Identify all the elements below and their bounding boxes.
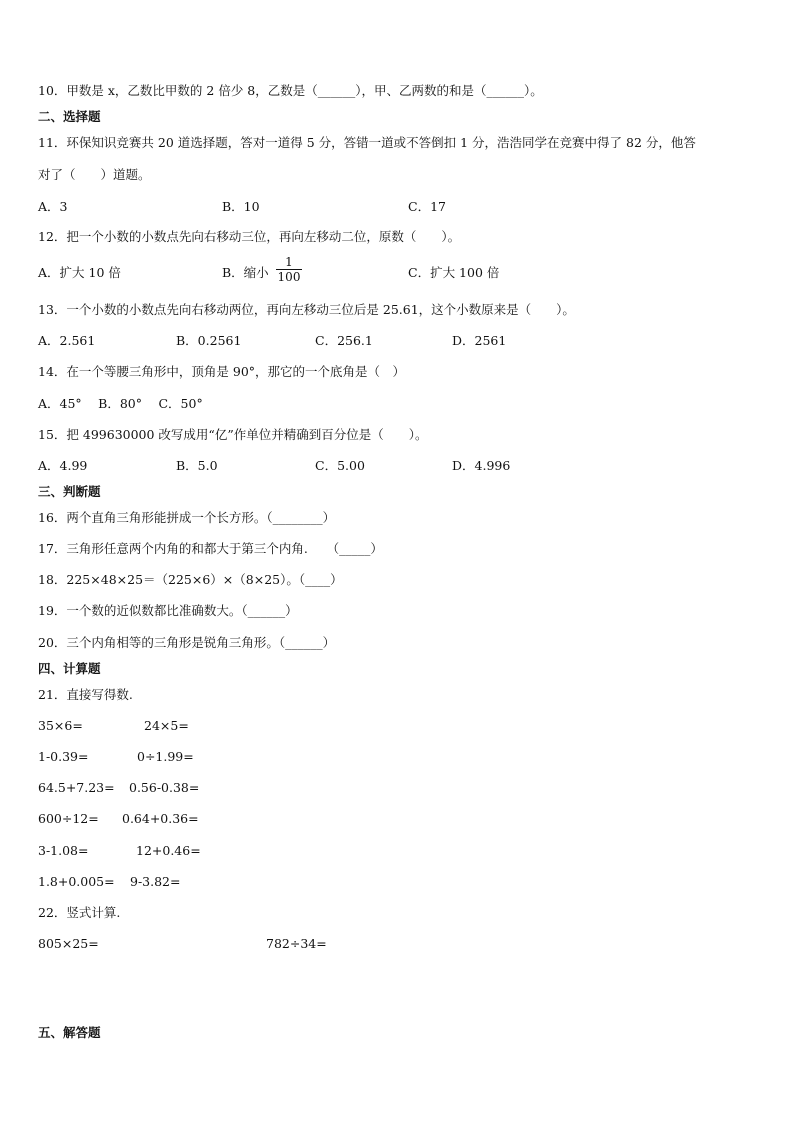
q12-option-c: C．扩大 100 倍 <box>408 265 500 280</box>
fraction-numerator: 1 <box>285 255 293 269</box>
q11-option-c: C．17 <box>408 199 446 214</box>
q11-option-b: B．10 <box>222 199 260 214</box>
question-14: 14．在一个等腰三角形中，顶角是 90°，那它的一个底角是（ ） <box>38 364 406 379</box>
question-11-line2: 对了（ ）道题。 <box>38 167 151 182</box>
question-19: 19．一个数的近似数都比准确数大。（______） <box>38 603 298 618</box>
question-15: 15．把 499630000 改写成用“亿”作单位并精确到百分位是（ ）。 <box>38 427 428 442</box>
question-13: 13．一个小数的小数点先向右移动两位，再向左移动三位后是 25.61，这个小数原来是（ ）。 <box>38 302 575 317</box>
q13-option-d: D．2561 <box>452 333 507 348</box>
q15-option-d: D．4.996 <box>452 458 511 473</box>
question-17: 17．三角形任意两个内角的和都大于第三个内角. （_____） <box>38 541 383 556</box>
calc-left-2: 1-0.39= <box>38 749 89 764</box>
section-3-heading: 三、判断题 <box>38 484 101 499</box>
q22-right-expression: 782÷34= <box>266 936 327 951</box>
question-22: 22．竖式计算. <box>38 905 121 920</box>
question-10: 10．甲数是 x，乙数比甲数的 2 倍少 8，乙数是（______），甲、乙两数的和是（______）。 <box>38 83 543 98</box>
question-20: 20．三个内角相等的三角形是锐角三角形。（______） <box>38 635 336 650</box>
q13-option-b: B．0.2561 <box>176 333 242 348</box>
calc-left-5: 3-1.08= <box>38 843 89 858</box>
question-16: 16．两个直角三角形能拼成一个长方形。（________） <box>38 510 336 525</box>
calc-right-5: 12+0.46= <box>136 843 201 858</box>
q11-option-a: A．3 <box>38 199 68 214</box>
q12-option-a: A．扩大 10 倍 <box>38 265 121 280</box>
calc-right-6: 9-3.82= <box>130 874 181 889</box>
question-11-line1: 11．环保知识竞赛共 20 道选择题，答对一道得 5 分，答错一道或不答倒扣 1 分，浩浩同学在竞赛中得了 82 分，他答 <box>38 135 696 150</box>
section-2-heading: 二、选择题 <box>38 109 101 124</box>
calc-right-4: 0.64+0.36= <box>122 811 199 826</box>
section-4-heading: 四、计算题 <box>38 661 101 676</box>
q15-option-a: A．4.99 <box>38 458 88 473</box>
q15-option-b: B．5.0 <box>176 458 218 473</box>
q15-option-c: C．5.00 <box>315 458 365 473</box>
question-21: 21．直接写得数. <box>38 687 133 702</box>
q12-option-b: B．缩小 <box>222 265 269 280</box>
fraction-denominator: 100 <box>277 270 301 284</box>
calc-left-1: 35×6= <box>38 718 83 733</box>
q13-option-c: C．256.1 <box>315 333 373 348</box>
question-18: 18．225×48×25＝（225×6）×（8×25）。（____） <box>38 572 343 587</box>
calc-left-4: 600÷12= <box>38 811 99 826</box>
section-5-heading: 五、解答题 <box>38 1025 101 1040</box>
calc-right-3: 0.56-0.38= <box>129 780 200 795</box>
q22-left-expression: 805×25= <box>38 936 99 951</box>
calc-left-6: 1.8+0.005= <box>38 874 115 889</box>
question-12: 12．把一个小数的小数点先向右移动三位，再向左移动二位，原数（ ）。 <box>38 229 461 244</box>
q13-option-a: A．2.561 <box>38 333 96 348</box>
calc-left-3: 64.5+7.23= <box>38 780 115 795</box>
q12-fraction <box>276 256 302 284</box>
q14-options: A．45° B．80° C．50° <box>38 396 203 411</box>
calc-right-2: 0÷1.99= <box>137 749 194 764</box>
calc-right-1: 24×5= <box>144 718 189 733</box>
